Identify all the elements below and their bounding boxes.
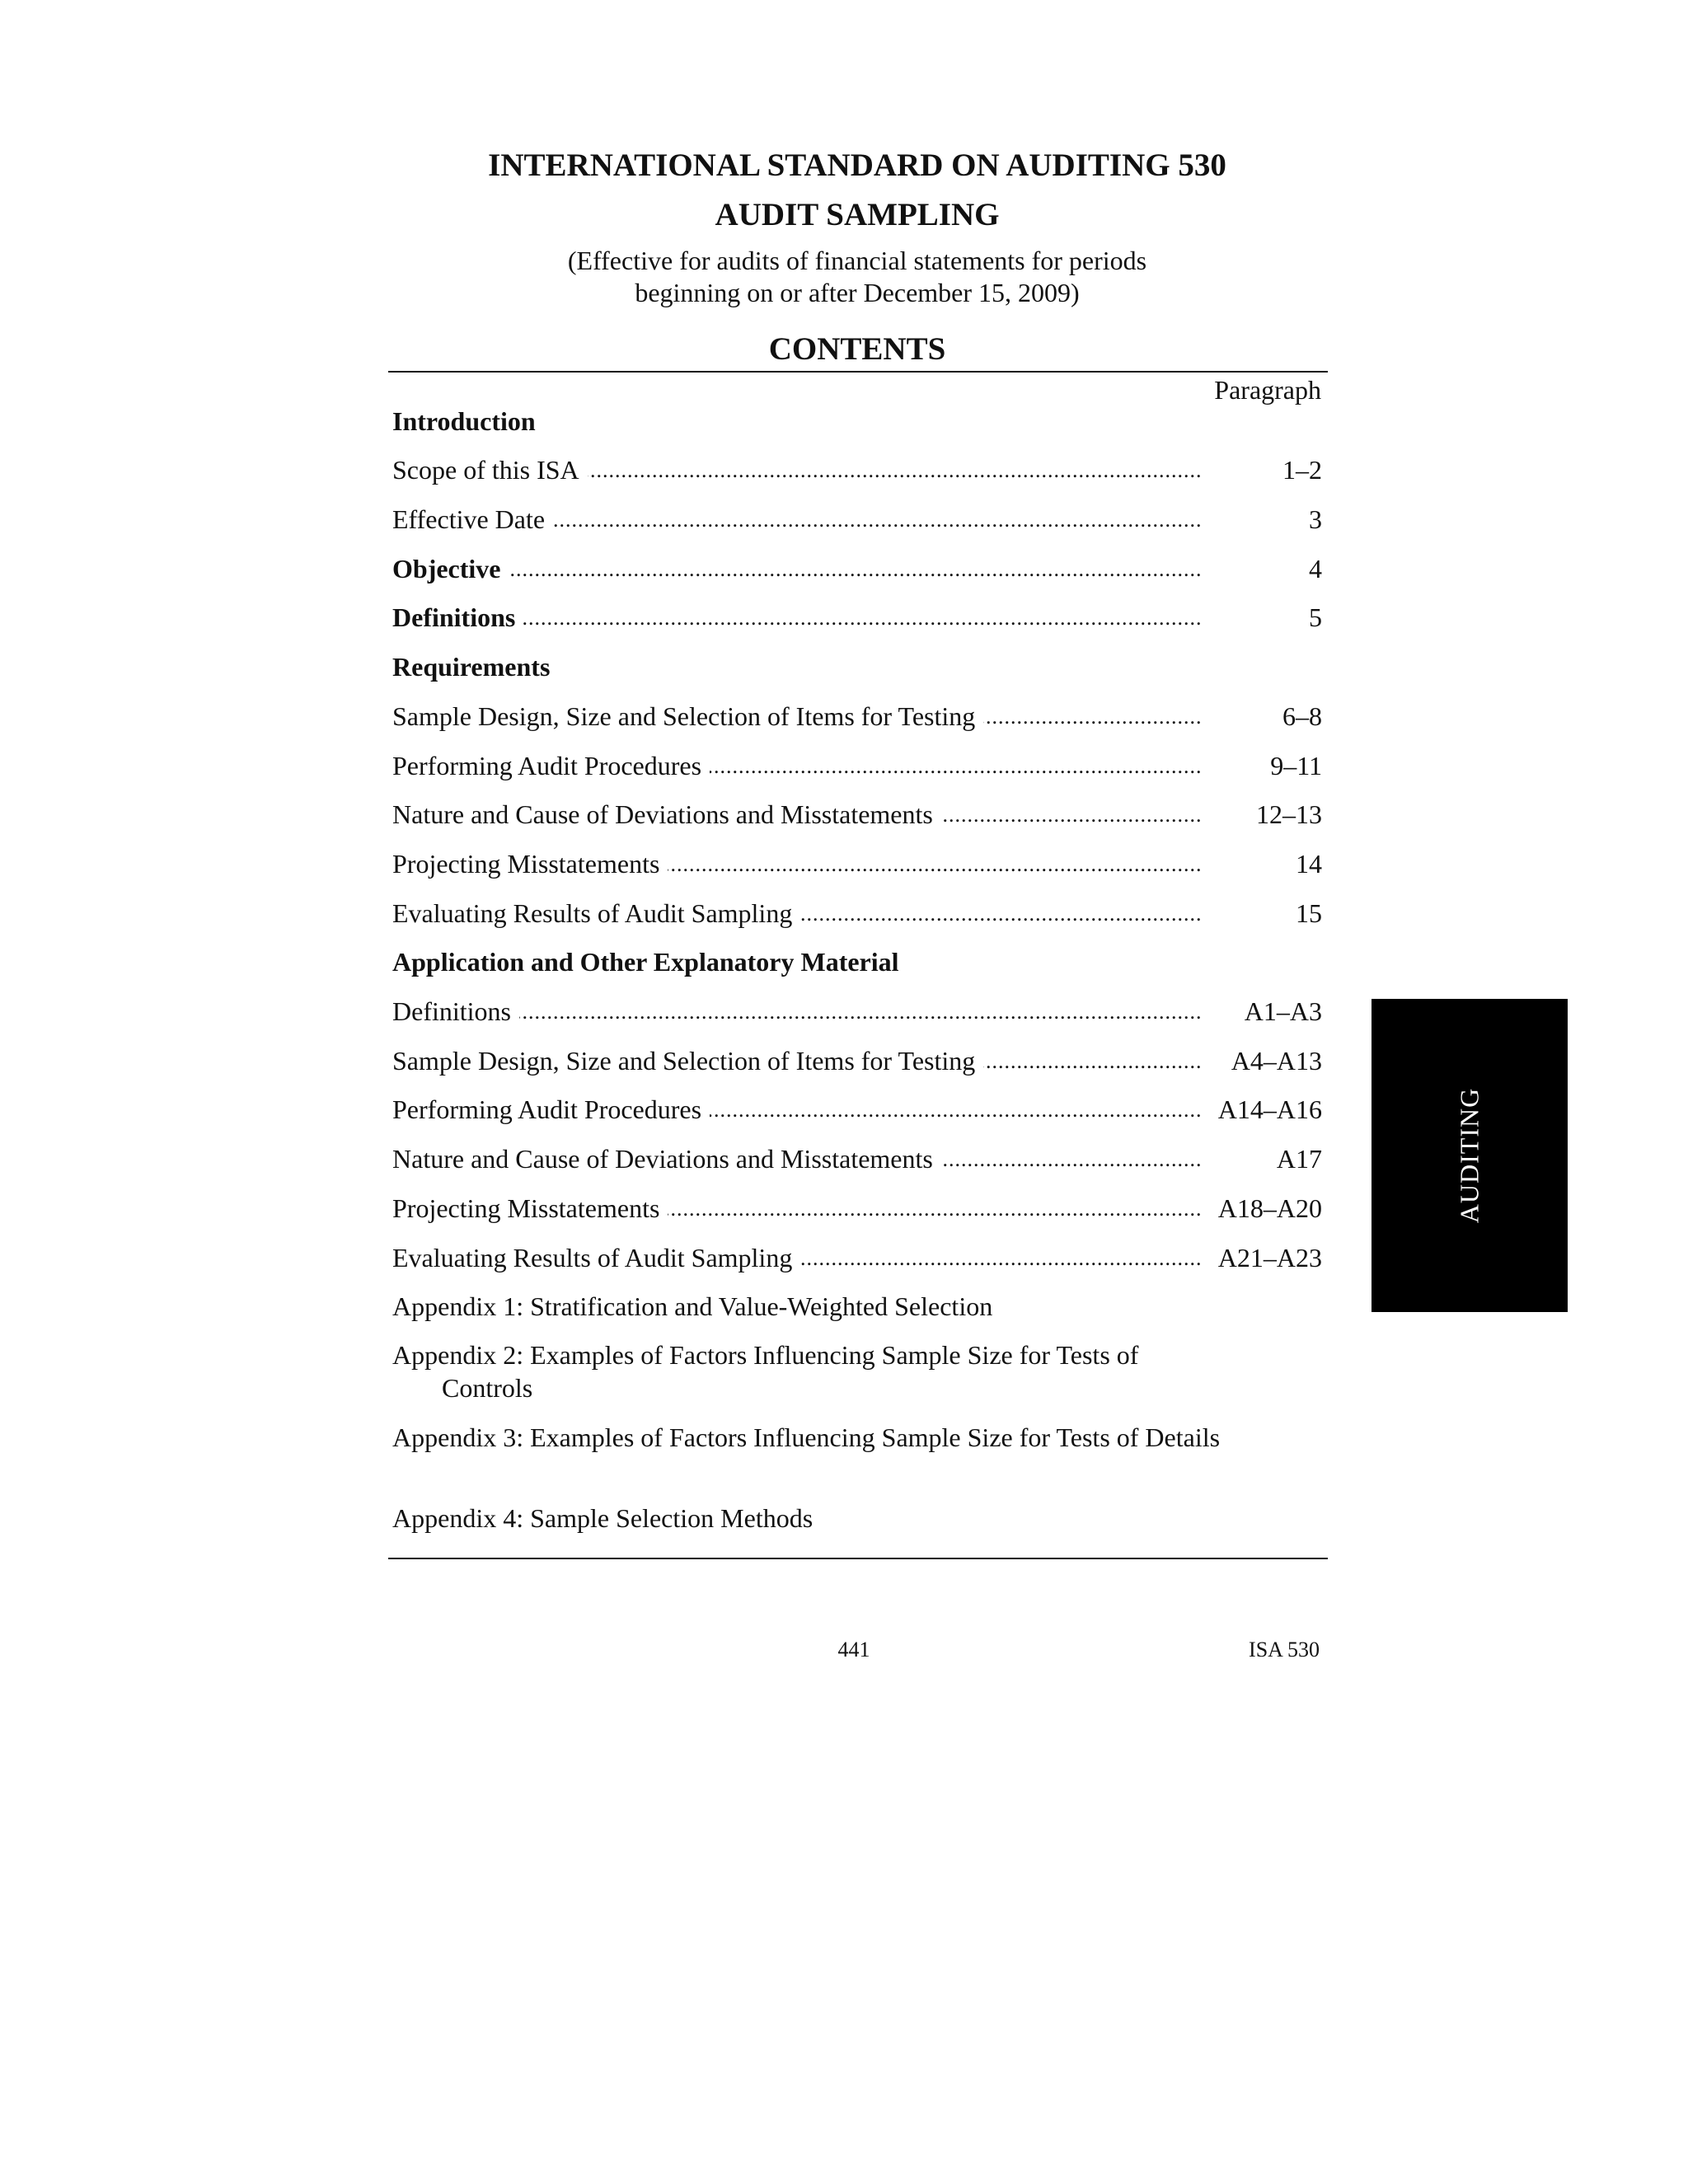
toc-entry-paragraph: 5: [1309, 602, 1322, 632]
toc-entry-paragraph: 4: [1309, 554, 1322, 583]
toc-entry-label: Definitions: [392, 996, 519, 1026]
section-heading-requirements: Requirements: [392, 652, 551, 682]
toc-entry-label: Performing Audit Procedures: [392, 751, 710, 780]
contents-heading: CONTENTS: [768, 331, 946, 367]
effective-date-note: [389, 245, 1325, 309]
toc-entry-label: Nature and Cause of Deviations and Misstatements: [392, 799, 941, 829]
toc-entry-projecting[interactable]: [392, 846, 1322, 881]
toc-entry-paragraph: A4–A13: [1231, 1046, 1322, 1076]
toc-entry-app-evaluating[interactable]: [392, 1240, 1322, 1275]
toc-entry-label: Definitions: [392, 602, 523, 632]
toc-entry-app-definitions[interactable]: [392, 994, 1322, 1029]
toc-entry-objective[interactable]: [392, 551, 1322, 586]
toc-entry-evaluating[interactable]: [392, 896, 1322, 930]
toc-entry-paragraph: 14: [1296, 849, 1322, 879]
title-line-standard: INTERNATIONAL STANDARD ON AUDITING 530: [488, 148, 1226, 183]
toc-entry-app-projecting[interactable]: [392, 1191, 1322, 1226]
section-thumb-tab: [1372, 999, 1568, 1312]
toc-entry-label: Sample Design, Size and Selection of Items for Testing: [392, 1046, 983, 1076]
toc-entry-paragraph: A21–A23: [1217, 1243, 1322, 1272]
page-number: 441: [837, 1638, 870, 1661]
toc-entry-label: Nature and Cause of Deviations and Misstatements: [392, 1144, 941, 1174]
toc-entry-sample-design[interactable]: [392, 699, 1322, 733]
toc-entry-definitions[interactable]: [392, 600, 1322, 635]
toc-appendix-3[interactable]: Appendix 3: Examples of Factors Influencing Sample Size for Tests of Details: [392, 1422, 1221, 1452]
toc-entry-paragraph: 12–13: [1256, 799, 1322, 829]
toc-entry-label: Evaluating Results of Audit Sampling: [392, 898, 800, 928]
toc-entry-effective-date[interactable]: [392, 502, 1322, 537]
effective-note-line-2: beginning on or after December 15, 2009): [635, 278, 1080, 307]
toc-appendix-4[interactable]: Appendix 4: Sample Selection Methods: [392, 1503, 814, 1533]
toc-entry-label: Scope of this ISA: [392, 455, 588, 485]
section-heading-introduction: Introduction: [392, 406, 536, 436]
toc-entry-app-performing[interactable]: [392, 1092, 1322, 1127]
toc-appendix-1[interactable]: Appendix 1: Stratification and Value-Weighted Selection: [392, 1291, 993, 1321]
toc-entry-label: Objective: [392, 554, 509, 583]
toc-entry-paragraph: 9–11: [1270, 751, 1322, 780]
toc-entry-paragraph: 3: [1309, 504, 1322, 534]
title-line-topic: AUDIT SAMPLING: [715, 197, 1000, 232]
toc-entry-paragraph: A18–A20: [1217, 1193, 1322, 1223]
toc-entry-performing-procedures[interactable]: [392, 748, 1322, 783]
toc-entry-label: Sample Design, Size and Selection of Items for Testing: [392, 701, 983, 731]
toc-entry-label: Evaluating Results of Audit Sampling: [392, 1243, 800, 1272]
contents-top-rule: [388, 371, 1328, 373]
contents-bottom-rule: [388, 1558, 1328, 1559]
toc-entry-app-sample-design[interactable]: [392, 1043, 1322, 1078]
toc-entry-label: Projecting Misstatements: [392, 849, 668, 879]
toc-entry-scope[interactable]: [392, 452, 1322, 487]
toc-entry-paragraph: A14–A16: [1217, 1094, 1322, 1124]
toc-entry-paragraph: A17: [1276, 1144, 1322, 1174]
toc-entry-paragraph: 6–8: [1282, 701, 1322, 731]
toc-entry-nature-cause[interactable]: [392, 797, 1322, 832]
toc-entry-app-nature-cause[interactable]: [392, 1141, 1322, 1176]
toc-entry-label: Performing Audit Procedures: [392, 1094, 710, 1124]
footer-standard-ref: ISA 530: [1249, 1638, 1320, 1661]
effective-note-line-1: (Effective for audits of financial statements for periods: [567, 246, 1147, 275]
section-heading-application: Application and Other Explanatory Material: [392, 947, 899, 977]
side-tab-label: AUDITING: [1454, 1087, 1484, 1224]
paragraph-column-label: Paragraph: [1214, 375, 1321, 405]
toc-entry-paragraph: 15: [1296, 898, 1322, 928]
toc-entry-label: Projecting Misstatements: [392, 1193, 668, 1223]
toc-entry-paragraph: 1–2: [1282, 455, 1322, 485]
toc-entry-label: Effective Date: [392, 504, 553, 534]
page-title: [389, 141, 1325, 240]
toc-entry-paragraph: A1–A3: [1244, 996, 1322, 1026]
toc-appendix-2[interactable]: Appendix 2: Examples of Factors Influencing Sample Size for Tests of Controls: [392, 1340, 1139, 1403]
